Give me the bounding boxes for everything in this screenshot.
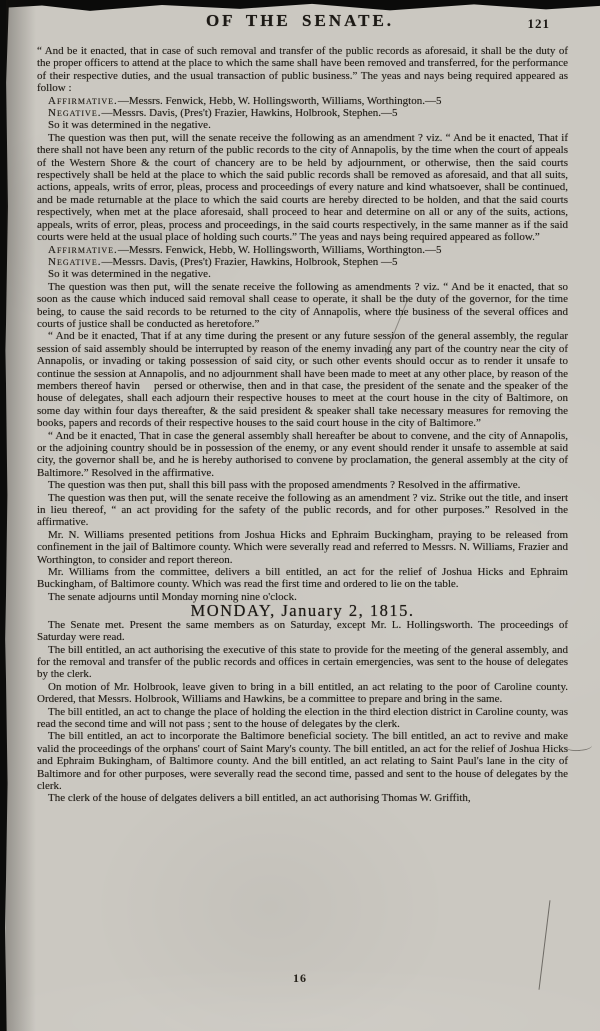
vote-label: Negative.	[48, 255, 102, 268]
vote-label: Affirmative.	[48, 94, 118, 107]
paragraph: “ And be it enacted, That in case the general assembly shall hereafter be about to convene, and the city of Annapolis, or the adjoining country should be in possession of the enemy, or any event should render it unsafe to assemble at said city, the governor shall be, and he is hereby authorised to convene by proclamation, the general assembly at the city of Baltimore.” Resolved in the affirmative.	[37, 429, 568, 479]
paragraph: “ And be it enacted, that in case of such removal and transfer of the public records as aforesaid, it shall be the duty of the proper officers to attend at the place to which the same shall have been removed and transferred, for the performance of their respective duties, and the usual transaction of public business.” The yeas and nays being required appeared as follow :	[37, 45, 568, 95]
paragraph: Mr. Williams from the committee, delivers a bill entitled, an act for the relief of Joshua Hicks and Ephraim Buckingham, of Baltimore county. Which was read the first time and ordered to lie on the table.	[37, 566, 568, 591]
paragraph: The bill entitled, an act authorising the executive of this state to provide for the meeting of the general assembly, and for the removal and transfer of the public records and offices in certain emergencies, was sent to the house of delegates by the clerk.	[37, 643, 568, 681]
paragraph: The clerk of the house of delgates delivers a bill entitled, an act authorising Thomas W. Griffith,	[48, 792, 471, 805]
paragraph: The question was then put, will the senate receive the following as an amendment ? viz. “ And be it enacted, That if there shall not have been any return of the public records to the city of Annapolis, by the time when the court of appeals of the Western Shore & the court of chancery are to be held by adjournment, or otherwise, then the said courts respectively shall be held at the place to which the said public records shall be removed as aforesaid, and that all suits, actions, appeals, writs of error, pleas, process and proceedings of every nature and kind whatsoever, shall be continued, and be made returnable at the place to which the said courts are hereby directed to be holden, and that the said courts respectively, when met at the place aforesaid, shall proceed to hear and determine on all or any of the suits, actions, appeals, writs of error, pleas, process and proceedings, in the said courts respectively, in the same manner as if the said courts were held at the usual place of holding such courts.” The yeas and nays being required appeared as follow.”	[37, 131, 568, 244]
paragraph: Mr. N. Williams presented petitions from Joshua Hicks and Ephraim Buckingham, praying to be released from confinement in the jail of Baltimore county. Which were severally read and referred to Messrs. N. Williams, Frazier and Worthington, to consider and report thereon.	[37, 528, 568, 566]
paragraph: “ And be it enacted, That if at any time during the present or any future session of the general assembly, the regular session of said assembly should be interrupted by reason of the enemy invading any part of the country near the city of Annapolis, or invading or taking possession of said city, or such other events should occur as to render it unsafe to continue the session at Annapolis, and no adjournment shall have been made to meet at any other place, by reason of the members thereof havin persed or otherwise, then and in that case, the president of the senate and the speaker of the house of delegates, shall each adjourn their respective houses to meet at the court house in the city of Baltimore, on some day within four days thereafter, & the said president & speaker shall take necessary measures for removing the books, papers and records of their respective houses to the said court house in the city of Baltimore.”	[37, 330, 568, 430]
vote-line	[37, 244, 568, 256]
paragraph: The senate adjourns until Monday morning nine o'clock.	[48, 590, 297, 603]
section-heading: MONDAY, January 2, 1815.	[190, 601, 415, 621]
paragraph: So it was determined in the negative.	[48, 119, 211, 132]
paragraph: The question was then put, will the senate receive the following as an amendment ? viz. Strike out the title, and insert in lieu thereof, “ an act providing for the safety of the public records, and for other purposes.” Resolved in the affirmative.	[37, 491, 568, 529]
page-number: 121	[527, 16, 550, 31]
signature-mark: 16	[293, 971, 307, 985]
paragraph: The Senate met. Present the same members as on Saturday, except Mr. L. Hollingsworth. The proceedings of Saturday were read.	[37, 618, 568, 644]
binding-shadow	[6, 0, 36, 1031]
paragraph: On motion of Mr. Holbrook, leave given to bring in a bill entitled, an act relating to the poor of Caroline county. Ordered, that Messrs. Holbrook, Williams and Hawkins, be a committee to prepare and bring in the same.	[37, 680, 568, 706]
paragraph: The question was then put, shall this bill pass with the proposed amendments ? Resolved in the affirmative.	[48, 479, 521, 492]
vote-label: Negative.	[48, 107, 102, 120]
vote-line	[37, 107, 568, 119]
vote-text: —Messrs. Davis, (Pres't) Frazier, Hawkins, Holbrook, Stephen —5	[101, 255, 398, 268]
ink-scratch	[566, 741, 593, 752]
paragraph: The bill entitled, an act to change the place of holding the election in the third election district in Caroline county, was read the second time and will not pass ; sent to the house of delegates by the clerk.	[37, 705, 568, 730]
scan-edge-left	[0, 0, 9, 1031]
vote-text: —Messrs. Fenwick, Hebb, W. Hollingsworth, Williams, Worthington.—5	[117, 94, 442, 107]
vote-line	[37, 256, 568, 268]
running-header-title: OF THE SENATE.	[205, 11, 395, 30]
vote-text: —Messrs. Davis, (Pres't) Frazier, Hawkins, Holbrook, Stephen.—5	[101, 107, 398, 120]
paragraph: The question was then put, will the senate receive the following as amendments ? viz. “ And be it enacted, that so soon as the cause which induced said removal shall cease to operate, it shall be the duty of the governor, for the time being, to cause the said records to be returned to the city of Annapolis, where the business of the several offices and courts of justice shall be conducted as heretofore.”	[37, 280, 568, 330]
vote-line	[37, 95, 568, 107]
document-body	[37, 45, 568, 805]
paragraph: The bill entitled, an act to incorporate the Baltimore beneficial society. The bill entitled, an act to revive and make valid the proceedings of the orphans' court of Saint Mary's county. The bill entitled, an act for the relief of Joshua Hicks and Ephraim Bukingham, of Baltimore county. And the bill entitled, an act relating to Saint Paul's lane in the city of Baltimore and for other purposes, were severally read the second time, passed and sent to the house of delegates by the clerk.	[37, 730, 568, 792]
vote-label: Affirmative.	[48, 243, 118, 256]
paragraph: So it was determined in the negative.	[48, 268, 211, 281]
running-header	[0, 11, 600, 31]
vote-text: —Messrs. Fenwick, Hebb, W. Hollingsworth, Williams, Worthington.—5	[117, 243, 442, 256]
